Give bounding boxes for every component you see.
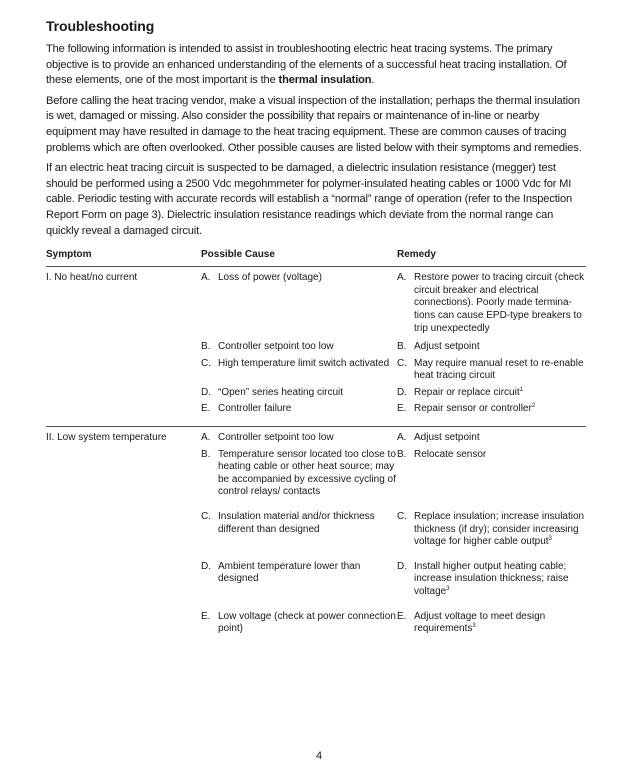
remedy-letter: B. <box>397 341 407 353</box>
cause-letter: B. <box>201 341 211 353</box>
cause-letter: A. <box>201 432 211 444</box>
remedy-letter: C. <box>397 357 407 369</box>
symptom-group <box>46 427 586 646</box>
table-row <box>46 341 586 354</box>
thermal-insulation-emphasis: thermal insulation <box>278 74 372 87</box>
remedy-text: Repair or replace circuit$^1$ <box>414 386 523 398</box>
cause-letter: E. <box>201 610 211 622</box>
cause-cell <box>201 341 397 354</box>
section-title: Troubleshooting <box>46 18 155 34</box>
table-row <box>46 561 586 599</box>
footnote-marker: 1 <box>519 386 523 393</box>
table-row <box>46 511 586 549</box>
table-row <box>46 611 586 636</box>
inspection-paragraph: Before calling the heat tracing vendor, make a visual inspection of the installation; perhaps the thermal insulation is wet, damaged or missing. Also consider the possibility that repairs or maintenance of in-line or nearby equipment may have resulted in damage to the heat tracing equipment. These are common causes of tracing problems which are often overlooked. Other possible causes are listed below with their symptoms and remedies. <box>46 94 582 154</box>
cause-text: Insulation material and/or thickness different than designed <box>218 511 375 535</box>
megger-test-paragraph: If an electric heat tracing circuit is suspected to be damaged, a dielectric insulation resistance (megger) test should be performed using a 2500 Vdc megohmmeter for polymer-insulated heating cables or 1000 Vdc for MI cable. Periodic testing with accurate records will establish a “normal” range of operation (refer to the Inspection Report Form on page 3). Dielectric insulation resistance readings which deviate from the normal range can quickly reveal a damaged circuit. <box>46 162 572 237</box>
remedy-text: Adjust setpoint <box>414 432 480 444</box>
table-row <box>46 432 586 445</box>
cause-letter: D. <box>201 386 211 398</box>
symptom-cell <box>46 561 201 599</box>
remedy-text: Install higher output heating cable; increase insulation thickness; raise voltage$^3$ <box>414 560 569 597</box>
cause-letter: C. <box>201 511 211 523</box>
remedy-text: Adjust setpoint <box>414 341 480 353</box>
footnote-marker: 3 <box>548 536 552 543</box>
cause-letter: D. <box>201 560 211 572</box>
remedy-letter: E. <box>397 403 407 415</box>
cause-text: Controller failure <box>218 403 292 415</box>
symptom-header: Symptom <box>46 249 92 261</box>
remedy-text: Restore power to tracing circuit (check circuit breaker and electrical connections). Poorly made termina-tions can cause EPD-type breakers to trip unexpectedly <box>414 272 585 334</box>
symptom-cell: II. Low system temperature <box>46 432 167 444</box>
symptom-cell: I. No heat/no current <box>46 272 138 284</box>
table-header <box>46 249 586 267</box>
footnote-marker: 3 <box>446 586 450 592</box>
cause-cell <box>201 432 397 445</box>
remedy-letter: D. <box>397 560 407 572</box>
cause-letter: B. <box>201 448 211 460</box>
cause-cell <box>201 561 397 599</box>
symptom-cell <box>46 387 201 400</box>
symptom-cell <box>46 358 201 383</box>
possible-cause-header: Possible Cause <box>201 249 275 261</box>
cause-letter: E. <box>201 403 211 415</box>
cause-cell <box>201 358 397 383</box>
remedy-cell <box>397 561 586 599</box>
table-row <box>46 272 586 335</box>
cause-text: Ambient temperature lower than designed <box>218 560 361 585</box>
remedy-cell <box>397 358 586 383</box>
remedy-letter: A. <box>397 432 407 444</box>
remedy-letter: D. <box>397 386 407 398</box>
symptom-cell <box>46 511 201 549</box>
remedy-letter: C. <box>397 511 407 523</box>
remedy-cell <box>397 449 586 499</box>
remedy-text: Adjust voltage to meet design requirements$^3$ <box>414 610 546 635</box>
remedy-text: May require manual reset to re-enable heat tracing circuit <box>414 357 584 382</box>
table-row <box>46 403 586 416</box>
cause-text: Controller setpoint too low <box>218 341 334 353</box>
remedy-text: Replace insulation; increase insulation thickness (if dry); consider increasing voltage for higher cable output$^3$ <box>414 511 585 548</box>
remedy-text: Relocate sensor <box>414 448 487 460</box>
page-number: 4 <box>315 750 323 762</box>
table-row <box>46 449 586 499</box>
cause-cell <box>201 387 397 400</box>
cause-text: Loss of power (voltage) <box>218 272 322 284</box>
table-row <box>46 358 586 383</box>
remedy-letter: E. <box>397 610 407 622</box>
cause-text: Low voltage (check at power connection point) <box>218 610 396 635</box>
troubleshooting-table <box>46 267 586 646</box>
symptom-cell <box>46 341 201 354</box>
table-row <box>46 387 586 400</box>
symptom-cell <box>46 403 201 416</box>
cause-cell <box>201 403 397 416</box>
cause-cell <box>201 611 397 636</box>
intro-paragraph: The following information is intended to assist in troubleshooting electric heat tracing systems. The primary objective is to provide an enhanced understanding of the elements of a successful heat tracing installation. Of these elements, one of the most important is the thermal insulation. <box>46 43 567 87</box>
footnote-marker: 2 <box>531 403 536 410</box>
cause-letter: A. <box>201 272 211 284</box>
remedy-cell <box>397 272 586 335</box>
remedy-letter: B. <box>397 448 407 460</box>
remedy-cell <box>397 611 586 636</box>
cause-cell <box>201 511 397 549</box>
remedy-letter: A. <box>397 272 407 284</box>
symptom-cell <box>46 449 201 499</box>
cause-letter: C. <box>201 357 211 369</box>
document-page <box>46 18 586 646</box>
cause-cell <box>201 272 397 335</box>
footnote-marker: 3 <box>472 623 476 630</box>
remedy-cell <box>397 341 586 354</box>
cause-text: “Open” series heating circuit <box>218 386 344 398</box>
cause-text: High temperature limit switch activated <box>218 357 390 369</box>
cause-cell <box>201 449 397 499</box>
cause-text: Controller setpoint too low <box>218 432 334 444</box>
cause-text: Temperature sensor located too close to heating cable or other heat source; may be accompanied by excessive cycling of control relays/ contacts <box>218 448 396 498</box>
remedy-cell <box>397 511 586 549</box>
symptom-group <box>46 267 586 427</box>
remedy-header: Remedy <box>397 249 436 261</box>
symptom-cell <box>46 611 201 636</box>
remedy-cell <box>397 432 586 445</box>
remedy-cell <box>397 387 586 400</box>
remedy-text: Repair sensor or controller$^2$ <box>414 403 536 415</box>
remedy-cell <box>397 403 586 416</box>
